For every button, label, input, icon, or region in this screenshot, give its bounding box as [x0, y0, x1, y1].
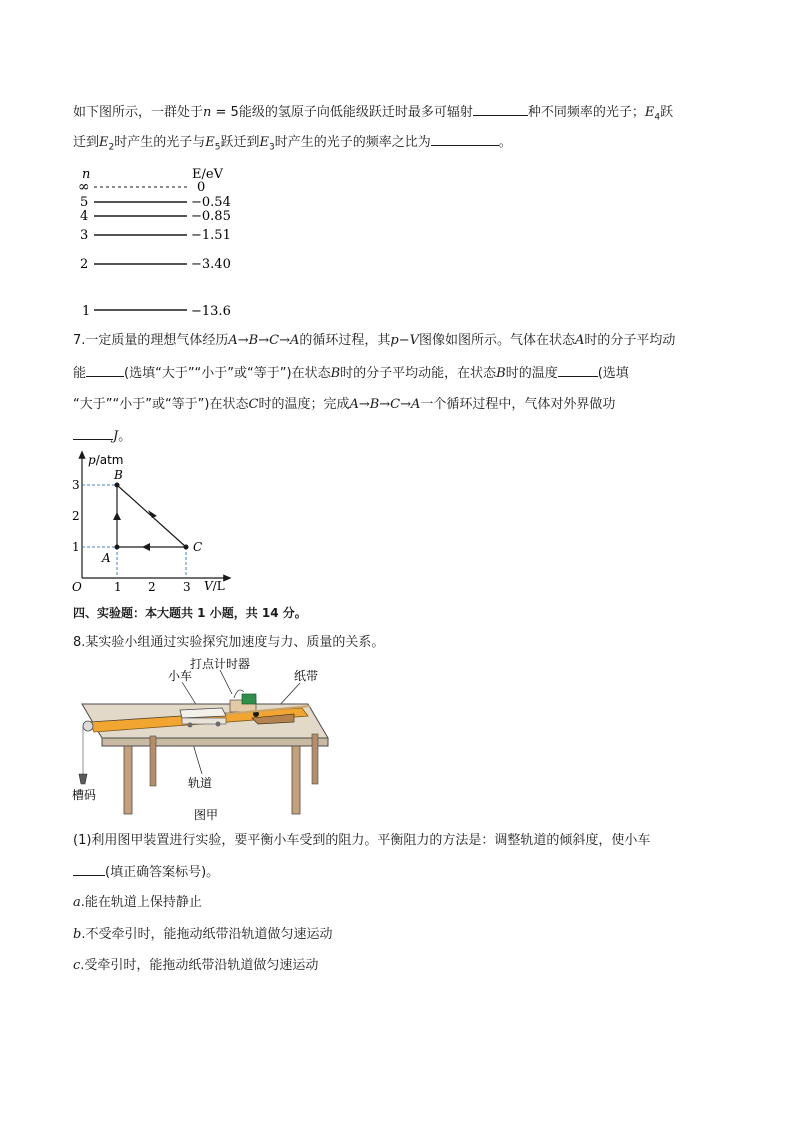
- level-e-5: −0.54: [191, 195, 231, 210]
- y-tick-1: 1: [72, 540, 80, 554]
- e5-symbol: E: [205, 135, 215, 150]
- q7-text-c: 图像如图所示。气体在状态: [419, 333, 576, 348]
- q6-text: 如下图所示，一群处于: [73, 105, 204, 120]
- level-e-3: −1.51: [191, 228, 231, 243]
- table-leg-back-left: [150, 736, 156, 786]
- level-n-2: 2: [80, 257, 89, 272]
- point-a: [115, 545, 120, 550]
- level-n-4: 4: [80, 209, 89, 224]
- option-c-text: .受牵引时，能拖动纸带沿轨道做匀速运动: [80, 958, 319, 973]
- e5-sub: 5: [214, 142, 221, 153]
- option-a[interactable]: [73, 894, 202, 912]
- q7-text-i: (选填: [597, 366, 629, 381]
- leader-cart: [182, 682, 197, 706]
- option-c[interactable]: [73, 957, 318, 975]
- q8-p1-hint: (填正确答案标号)。: [105, 865, 220, 880]
- p-axis-label: p/atm: [88, 453, 124, 467]
- apparatus-figure: [72, 656, 336, 826]
- level-e-inf: 0: [197, 180, 206, 195]
- q7-line-4: [73, 427, 131, 446]
- q7-text-h: 时的温度: [505, 366, 558, 381]
- q7-text-b: 的循环过程，其: [299, 333, 391, 348]
- x-tick-1: 1: [114, 580, 122, 594]
- label-c: C: [193, 540, 203, 554]
- e3-sub: 3: [269, 142, 275, 153]
- option-a-text: .能在轨道上保持静止: [80, 895, 202, 910]
- q7-state-a: A: [575, 333, 585, 348]
- q7-line-2: [73, 364, 629, 383]
- n-symbol: n: [203, 105, 212, 120]
- q7-text-d: 时的分子平均动: [584, 333, 676, 348]
- q6-end: 。: [498, 135, 512, 150]
- v-axis-label: V/L: [204, 579, 225, 593]
- answer-blank-option[interactable]: [73, 863, 105, 876]
- q7-state-c: C: [248, 397, 259, 412]
- q7-cycle-2: A→B→C→A: [349, 397, 421, 412]
- e3-symbol: E: [259, 135, 270, 150]
- e2-symbol: E: [99, 135, 109, 150]
- y-tick-3: 3: [72, 478, 80, 492]
- q7-text-j: “大于”“小于”或“等于”)在状态: [73, 397, 249, 412]
- section-4-title: 四、实验题：本大题共 1 小题，共 14 分。: [73, 606, 307, 620]
- level-e-4: −0.85: [191, 209, 231, 224]
- label-weight: 槽码: [72, 788, 97, 802]
- point-c: [184, 545, 189, 550]
- p-axis-unit: /atm: [95, 453, 124, 467]
- q6-text-g: 跃迁到: [220, 135, 260, 150]
- q7-end: 。: [118, 429, 132, 444]
- q6-text-d: 跃: [660, 105, 674, 120]
- q6-text-f: 时产生的光子与: [114, 135, 206, 150]
- cart-wheel-back: [216, 722, 221, 727]
- label-cart: 小车: [168, 669, 193, 683]
- y-tick-2: 2: [72, 509, 80, 523]
- e2-sub: 2: [108, 142, 115, 153]
- q7-text-g: 时的分子平均动能，在状态: [340, 366, 497, 381]
- origin-label: O: [72, 580, 82, 594]
- n-axis-label: n: [82, 167, 91, 182]
- weight-icon: [79, 774, 87, 784]
- q6-text-b: 能级的氢原子向低能级跃迁时最多可辐射: [238, 105, 473, 120]
- q8-intro: 8.某实验小组通过实验探究加速度与力、质量的关系。: [73, 635, 385, 650]
- q7-text-f: (选填“大于”“小于”或“等于”)在状态: [124, 366, 331, 381]
- answer-blank-temp[interactable]: [558, 364, 598, 377]
- label-track: 轨道: [188, 776, 213, 790]
- answer-blank-ratio[interactable]: [431, 133, 499, 146]
- level-e-2: −3.40: [191, 257, 231, 272]
- table-leg-back-right: [312, 734, 318, 784]
- level-e-1: −13.6: [191, 304, 231, 319]
- q7-state-b: B: [330, 366, 341, 381]
- pv-graph: [68, 448, 238, 596]
- option-a-key: a: [73, 895, 81, 910]
- q7-line-3: [73, 396, 615, 414]
- q7-unit: J: [113, 429, 119, 444]
- q7-pv: p−V: [390, 333, 419, 348]
- e-axis-label: E/eV: [192, 167, 223, 182]
- q7-text-k: 时的温度；完成: [258, 397, 350, 412]
- arrow-c-a: [142, 543, 150, 551]
- label-timer: 打点计时器: [190, 657, 251, 671]
- x-tick-3: 3: [183, 580, 191, 594]
- level-n-inf: ∞: [78, 179, 90, 195]
- q6-line-1: [73, 103, 673, 127]
- label-tape: 纸带: [294, 669, 319, 683]
- q6-eq: = 5: [211, 105, 239, 120]
- answer-blank-work[interactable]: [73, 427, 113, 440]
- label-a: A: [102, 551, 111, 565]
- leader-timer: [220, 670, 232, 694]
- q6-line-2: [73, 133, 512, 157]
- e4-sub: 4: [654, 112, 661, 123]
- q7-state-b2: B: [496, 366, 506, 381]
- q7-text-e: 能: [73, 366, 87, 381]
- e4-symbol: E: [644, 105, 655, 120]
- q7-line-1: [73, 332, 675, 350]
- figure-caption: 图甲: [194, 808, 219, 822]
- energy-level-diagram: [74, 160, 244, 320]
- point-b: [115, 483, 120, 488]
- level-n-5: 5: [80, 195, 89, 210]
- table-edge: [102, 738, 328, 746]
- q8-p1-line-2: [73, 863, 219, 882]
- q6-text-e: 迁到: [73, 135, 100, 150]
- label-b: B: [114, 468, 123, 482]
- timer-body: [242, 694, 256, 704]
- pulley: [83, 721, 93, 731]
- option-b-key: b: [73, 927, 82, 942]
- q6-text-c: 种不同频率的光子；: [527, 105, 645, 120]
- option-b[interactable]: [73, 926, 332, 944]
- table-leg-front-left: [124, 746, 132, 814]
- level-n-3: 3: [80, 228, 89, 243]
- cart: [180, 708, 226, 718]
- level-n-1: 1: [82, 304, 91, 319]
- q6-text-h: 时产生的光子的频率之比为: [274, 135, 431, 150]
- q8-p1-line-1: (1)利用图甲装置进行实验，要平衡小车受到的阻力。平衡阻力的方法是：调整轨道的倾斜度，使小车: [73, 833, 651, 848]
- q7-cycle: A→B→C→A: [228, 333, 300, 348]
- arrow-a-b: [113, 512, 121, 520]
- q7-text-a: 7.一定质量的理想气体经历: [73, 333, 229, 348]
- cart-wheel-front: [188, 723, 193, 728]
- option-c-key: c: [73, 958, 81, 973]
- table-leg-front-right: [292, 746, 300, 814]
- q7-text-l: 一个循环过程中，气体对外界做功: [420, 397, 616, 412]
- answer-blank-kinetic[interactable]: [86, 364, 124, 377]
- x-tick-2: 2: [148, 580, 156, 594]
- option-b-text: .不受牵引时，能拖动纸带沿轨道做匀速运动: [81, 927, 333, 942]
- answer-blank-count[interactable]: [473, 103, 528, 116]
